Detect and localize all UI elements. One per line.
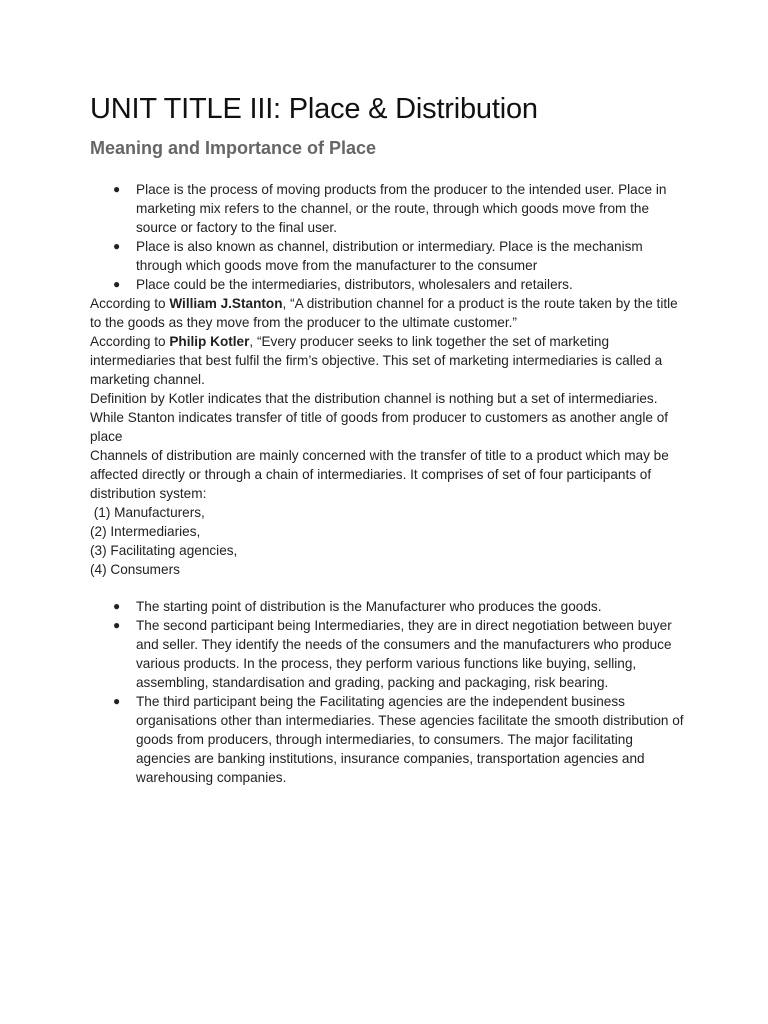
participants-bullet-list [90, 597, 690, 787]
list-item: (2) Intermediaries, [90, 524, 201, 539]
intro-bullet-list [90, 180, 690, 294]
channels-intro: Channels of distribution are mainly concerned with the transfer of title to a product which may be affected directly or through a chain of intermediaries. It comprises of set of four participants of distribution system: [90, 448, 669, 501]
page-title: UNIT TITLE III: Place & Distribution [90, 93, 538, 125]
bullet-icon: ● [113, 182, 121, 196]
bullet-icon: ● [113, 618, 121, 632]
list-item: ● Place is the process of moving products from the producer to the intended user. Place in marketing mix refers to the channel, or the route, through which goods move from the source or factory to the final user. [113, 182, 667, 235]
bullet-icon: ● [113, 599, 121, 613]
section-subtitle: Meaning and Importance of Place [90, 138, 377, 158]
bullet-icon: ● [113, 239, 121, 253]
kotler-author: Philip Kotler [169, 334, 250, 349]
stanton-quote: According to William J.Stanton, “A distribution channel for a product is the route taken by the title to the goods as they move from the producer to the ultimate customer.” [90, 296, 678, 330]
definition-note: Definition by Kotler indicates that the distribution channel is nothing but a set of intermediaries. While Stanton indicates transfer of title of goods from producer to customers as another angle of place [90, 391, 669, 444]
document-page [90, 90, 690, 787]
list-item: ● The starting point of distribution is the Manufacturer who produces the goods. [113, 599, 602, 614]
list-item: ● Place could be the intermediaries, distributors, wholesalers and retailers. [113, 277, 573, 292]
list-item: ● The third participant being the Facilitating agencies are the independent business organisations other than intermediaries. These agencies facilitate the smooth distribution of goods from producers, through intermediaries, to consumers. The major facilitating agencies are banking institutions, insurance companies, transportation agencies and warehousing companies. [113, 694, 684, 785]
list-item: ● Place is also known as channel, distribution or intermediary. Place is the mechanism through which goods move from the manufacturer to the consumer [113, 239, 643, 273]
participants-list [90, 503, 690, 579]
list-item: (1) Manufacturers, [90, 505, 205, 520]
stanton-author: William J.Stanton [169, 296, 283, 311]
list-item: (4) Consumers [90, 562, 180, 577]
list-item: (3) Facilitating agencies, [90, 543, 238, 558]
list-item: ● The second participant being Intermediaries, they are in direct negotiation between buyer and seller. They identify the needs of the consumers and the manufacturers who produce various products. In the process, they perform various functions like buying, selling, assembling, standardisation and grading, packing and packaging, risk bearing. [113, 618, 672, 690]
bullet-icon: ● [113, 694, 121, 708]
kotler-quote: According to Philip Kotler, “Every producer seeks to link together the set of marketing intermediaries that best fulfil the firm’s objective. This set of marketing intermediaries is called a marketing channel. [90, 334, 663, 387]
bullet-icon: ● [113, 277, 121, 291]
